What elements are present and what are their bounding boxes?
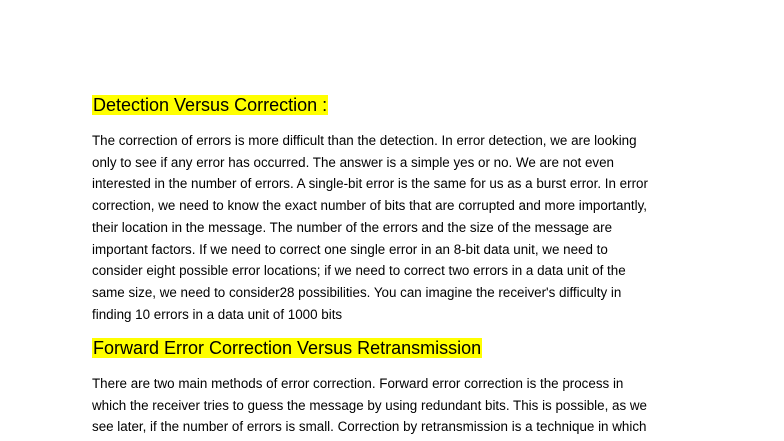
paragraph-detection-vs-correction [92, 130, 702, 325]
paragraph-line: There are two main methods of error correction. Forward error correction is the process in [92, 376, 624, 391]
section-heading-fec-vs-retransmission [92, 336, 482, 360]
paragraph-line: which the receiver tries to guess the message by using redundant bits. This is possible, as we [92, 397, 648, 413]
heading-highlight: Forward Error Correction Versus Retransmission [93, 338, 482, 358]
paragraph-line: finding 10 errors in a data unit of 1000 bits [92, 306, 343, 322]
paragraph-line: correction, we need to know the exact number of bits that are corrupted and more importantly, [92, 198, 648, 214]
paragraph-line: same size, we need to consider28 possibilities. You can imagine the receiver's difficulty in [92, 284, 622, 300]
paragraph-line: The correction of errors is more difficult than the detection. In error detection, we are looking [92, 133, 637, 148]
paragraph-line: interested in the number of errors. A single-bit error is the same for us as a burst error. In error [92, 176, 648, 192]
paragraph-line: their location in the message. The number of the errors and the size of the message are [92, 219, 613, 235]
paragraph-line: see later, if the number of errors is small. Correction by retransmission is a technique in which [92, 419, 647, 435]
paragraph-fec-vs-retransmission [92, 373, 702, 438]
paragraph-line: important factors. If we need to correct one single error in an 8-bit data unit, we need to [92, 241, 608, 257]
paragraph-line: only to see if any error has occurred. The answer is a simple yes or no. We are not even [92, 154, 614, 170]
heading-highlight: Detection Versus Correction : [93, 95, 328, 115]
section-heading-detection-vs-correction [92, 93, 328, 117]
paragraph-line: consider eight possible error locations; if we need to correct two errors in a data unit of the [92, 263, 626, 279]
